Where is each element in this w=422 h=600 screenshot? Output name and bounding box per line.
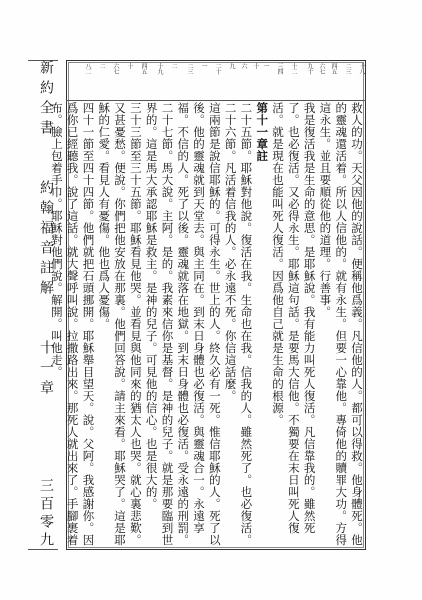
verse-index-entry: 十	[126, 63, 133, 69]
verse-index-entry: 四五	[330, 63, 337, 74]
verse-index-entry: 十	[252, 63, 259, 69]
verse-index-header	[66, 60, 366, 101]
verse-index-entry: 六	[240, 63, 247, 69]
margin-title	[34, 60, 58, 400]
chapter-label: 十一章	[38, 340, 54, 400]
commentary-paragraph: 這兩節是說信耶穌的。可得永生。世上的人。終久必有一死。惟信耶穌的人。死了以後。他的靈魂就到天堂去。與主同在。到末日身體也必復活。與靈魂合一。永遠享福。不信的人。死了以後。靈魂就落在地獄。到末日身體也必復活。受永遠的刑罰。	[176, 102, 222, 546]
verse-index-entry: 十二	[290, 63, 297, 74]
commentary-paragraph: 二十五節。耶穌對他說。復活在我。生命也在我。信我的人。雖然死了。也必復活。二十六節。凡活着信我的人。必永遠不死。你信這話麼。	[223, 102, 254, 546]
verse-index-entry: 二	[98, 63, 105, 69]
verse-index-entry: 八二	[84, 63, 91, 74]
commentary-paragraph: 三十三節至三十五節。耶穌看見他哭。並看見與他同來的猶太人也哭。就心裏悲歎。又甚憂愁。便說。你們把他安放在那裏。他們回答說。請主來看。耶穌哭了。這是耶穌的仁愛。看見人有憂傷。他也爲人憂傷。	[97, 102, 143, 546]
verse-index-entry: 十九	[156, 63, 163, 74]
margin-column	[28, 60, 64, 550]
verse-index-entry: 一	[262, 63, 269, 69]
commentary-paragraph: 救人的功。天父因他的說話。便稱他爲義。凡信他的人。都可以得救。他身體死。他的靈魂還活着。所以人信他的。就有永生。但要一心靠他。專倚他的贖罪大功。方得這永生。並且要順從他的道理。行善事。	[318, 102, 364, 546]
verse-index-entry: 二三	[186, 63, 193, 74]
section-title: 第十一章註	[255, 102, 270, 162]
verse-index-entry: 四五	[140, 63, 147, 74]
verse-index-entry: 十八	[358, 63, 365, 74]
book-title: 新約全書	[38, 60, 54, 140]
verse-index-entry: 二十	[214, 63, 221, 74]
verse-index-entry: 六七	[112, 63, 119, 74]
page-number: 三百零九	[38, 478, 54, 550]
verse-index-entry: 九十	[306, 63, 313, 74]
verse-index-entry: 二	[170, 63, 177, 69]
commentary-body	[49, 102, 364, 548]
commentary-paragraph: 四十一節至四十四節。他們就把石頭挪開。耶穌舉目望天。說。父阿。我感謝你。因爲你已經聽我。說了這話。就大聲呼叫說。拉撒路出來。那死人就出來了。手腳裹着布。臉上包着手巾。耶穌對他們說。解開。叫他走。	[49, 102, 96, 546]
verse-index-entry: 一	[200, 63, 207, 69]
commentary-paragraph: 二十七節。馬大說。主阿。是的。我素來信你是基督。是神的兒子。就是那要臨到世界的。這是馬大承認耶穌是救主。是神的兒子。可見他的信心。也是很大的。	[144, 102, 175, 546]
verse-index-entry: 九	[228, 63, 235, 69]
verse-index-entry: 六七	[318, 63, 325, 74]
commentary-paragraph: 我是復活我是生命的意思。是耶穌說。我有能力叫死人復活。凡信靠我的。雖然死了。也必復活。又必得永生。耶穌這句話。是要馬大信他。不獨要在末日叫死人復活。就是現在也能叫死人復活。因爲他自己就是生命的根源。	[271, 102, 317, 534]
verse-index-entry: 三四	[276, 63, 283, 74]
book-subtitle: 約翰福音註解	[38, 180, 54, 300]
margin-rule	[28, 549, 58, 550]
verse-index-entry: 二三	[344, 63, 351, 74]
